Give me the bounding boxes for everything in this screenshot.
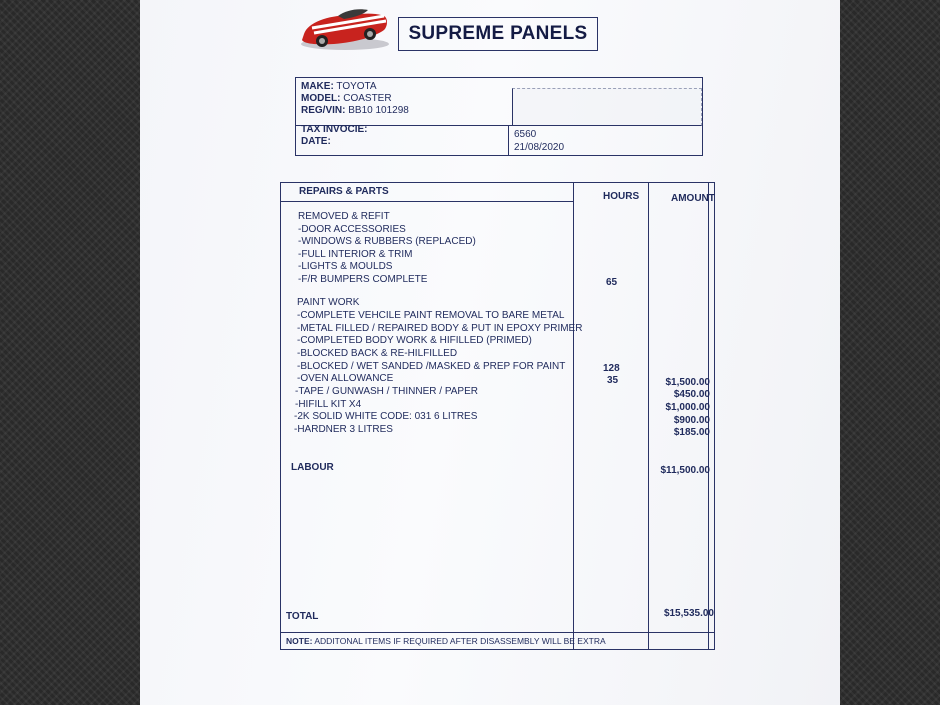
model-label: MODEL:: [301, 93, 341, 104]
amount-value: $185.00: [673, 427, 710, 438]
hours-value: 65: [606, 277, 618, 288]
list-item: -METAL FILLED / REPAIRED BODY & PUT IN EPOXY PRIMER: [297, 323, 583, 334]
note-text: ADDITONAL ITEMS IF REQUIRED AFTER DISASSEMBLY WILL BE EXTRA: [314, 636, 606, 646]
hours-header: HOURS: [603, 191, 640, 202]
repairs-table: [280, 182, 715, 650]
list-item: -COMPLETE VEHCILE PAINT REMOVAL TO BARE METAL: [297, 310, 565, 321]
model-value: COASTER: [343, 93, 392, 104]
note-label: NOTE:: [286, 636, 313, 646]
total-amount: $15,535.00: [663, 608, 714, 619]
tax-invoice-number: 6560: [514, 129, 537, 140]
amount-column-divider: [648, 183, 649, 649]
header-column-divider: [508, 125, 509, 155]
date-label: DATE:: [301, 136, 331, 147]
list-item: -BLOCKED BACK & RE-HILFILLED: [297, 348, 458, 359]
amount-value: $900.00: [673, 415, 710, 426]
section-title: PAINT WORK: [297, 297, 360, 308]
list-item: -DOOR ACCESSORIES: [298, 224, 406, 235]
total-label: TOTAL: [286, 611, 319, 622]
list-item: -F/R BUMPERS COMPLETE: [298, 274, 428, 285]
company-name: SUPREME PANELS: [408, 23, 588, 44]
model-row: [301, 93, 392, 104]
invoice-date: 21/08/2020: [514, 142, 565, 153]
amount-value: $1,000.00: [665, 402, 710, 413]
note-divider: [281, 632, 714, 633]
make-value: TOYOTA: [336, 81, 377, 92]
reg-label: REG/VIN:: [301, 105, 346, 116]
hours-value: 35: [607, 375, 619, 386]
list-item: -2K SOLID WHITE CODE: 031 6 LITRES: [294, 411, 478, 422]
reg-value: BB10 101298: [348, 105, 409, 116]
invoice-paper: [140, 0, 840, 705]
make-row: [301, 81, 377, 92]
hours-value: 128: [603, 363, 620, 374]
repairs-header: REPAIRS & PARTS: [299, 186, 389, 197]
list-item: -BLOCKED / WET SANDED /MASKED & PREP FOR PAINT: [297, 361, 566, 372]
tax-invoice-label: TAX INVOCIE:: [301, 124, 368, 135]
reg-row: [301, 105, 409, 116]
amount-header: AMOUNT: [671, 193, 715, 204]
list-item: -HIFILL KIT X4: [295, 399, 362, 410]
labour-label: LABOUR: [291, 462, 334, 473]
section-title: REMOVED & REFIT: [298, 211, 390, 222]
note-row: [286, 636, 606, 646]
hours-column-divider: [573, 183, 574, 649]
list-item: -FULL INTERIOR & TRIM: [298, 249, 413, 260]
list-item: -HARDNER 3 LITRES: [294, 424, 393, 435]
list-item: -LIGHTS & MOULDS: [298, 261, 393, 272]
sports-car-logo: [298, 4, 392, 52]
redacted-area: [512, 88, 702, 126]
list-item: -TAPE / GUNWASH / THINNER / PAPER: [295, 386, 478, 397]
labour-amount: $11,500.00: [660, 465, 710, 476]
amount-value: $1,500.00: [665, 377, 710, 388]
amount-value: $450.00: [673, 389, 710, 400]
list-item: -COMPLETED BODY WORK & HIFILLED (PRIMED): [297, 335, 532, 346]
list-item: -WINDOWS & RUBBERS (REPLACED): [298, 236, 476, 247]
company-name-box: [398, 17, 598, 51]
header-underline: [281, 201, 573, 202]
list-item: -OVEN ALLOWANCE: [297, 373, 394, 384]
make-label: MAKE:: [301, 81, 334, 92]
